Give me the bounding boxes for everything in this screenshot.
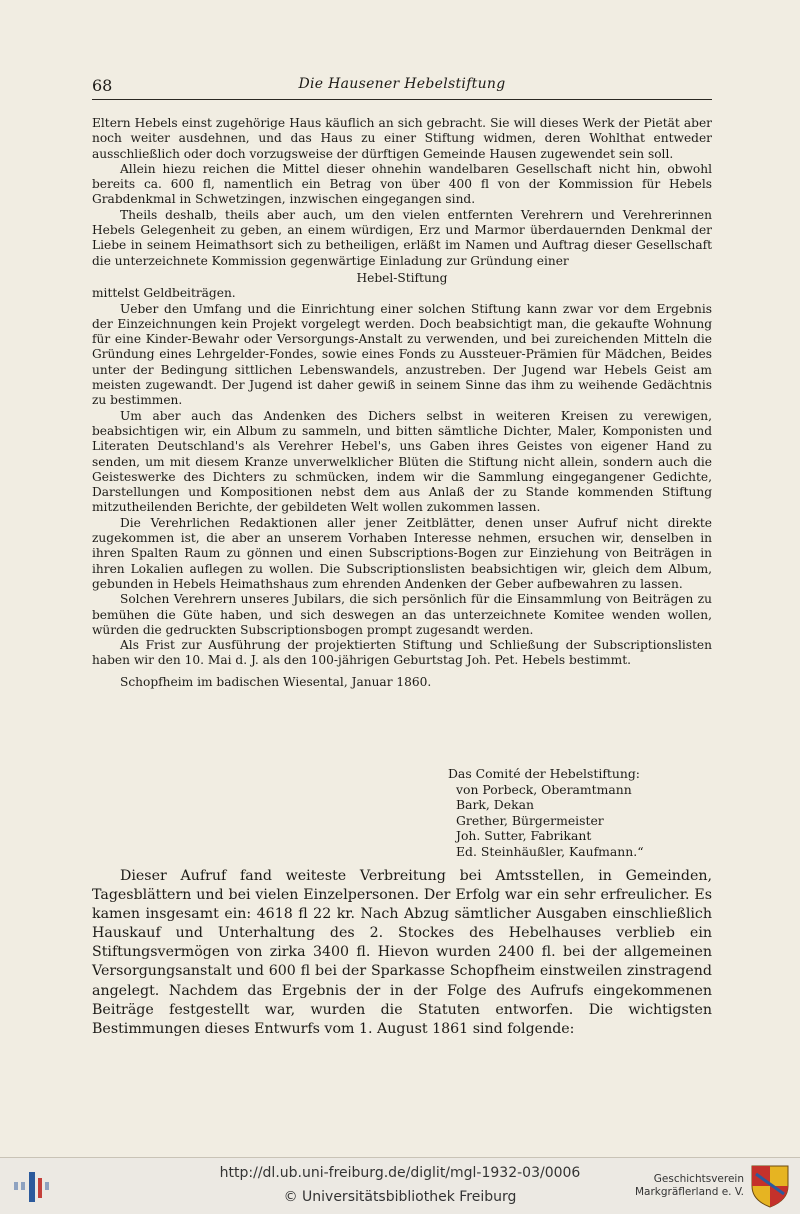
society-name	[620, 1173, 744, 1199]
coat-of-arms-icon[interactable]	[750, 1164, 790, 1208]
permalink[interactable]: http://dl.ub.uni-freiburg.de/diglit/mgl-1932-03/0006	[219, 1165, 581, 1181]
copyright-notice: © Universitätsbibliothek Freiburg	[283, 1189, 517, 1205]
library-logo-icon[interactable]	[12, 1166, 52, 1206]
place-date: Schopfheim im badischen Wiesental, Januar 1860.	[120, 674, 432, 689]
society-name-line: Geschichtsverein	[653, 1173, 744, 1185]
signatory: Joh. Sutter, Fabrikant	[456, 828, 592, 843]
paragraph: Als Frist zur Ausführung der projektierten Stiftung und Schließung der Subscriptionslisten haben wir den 10. Mai d. J. als den 100-jährigen Geburtstag Joh. Pet. Hebels bestimmt.	[92, 638, 712, 668]
signatory: von Porbeck, Oberamtmann	[456, 781, 632, 797]
header-rule	[92, 99, 712, 100]
paragraph: Theils deshalb, theils aber auch, um den vielen entfernten Verehrern und Verehrerinnen Hebels Gelegenheit zu geben, an einem würdigen, Erz und Marmor überdauernden Denkmal der Liebe in seinem Heimathsort sich zu betheiligen, erläßt im Namen und Auftrag dieser Gesellschaft die unterzeichnete Kommission gegenwärtige Einladung zur Gründung einer	[92, 207, 712, 268]
appeal-text	[92, 116, 712, 690]
signatory: Grether, Bürgermeister	[456, 812, 604, 828]
report-text	[92, 867, 712, 1039]
paragraph: Die Verehrlichen Redaktionen aller jener Zeitblätter, denen unser Aufruf nicht direkte zugekommen ist, die aber an unserem Vorhaben Interesse nehmen, ersuchen wir, denselben in ihren Spalten Raum zu gönnen und einen Subscriptions-Bogen zur Einziehung von Beiträgen in ihren Lokalien auflegen zu wollen. Die Subscriptionslisten beabsichtigen wir, gleich dem Album, gebunden in Hebels Heimathshaus zum ehrenden Andenken der Geber aufbewahren zu lassen.	[92, 515, 712, 591]
signature-block	[448, 766, 718, 859]
signatory: Bark, Dekan	[456, 797, 534, 812]
header-title: Die Hausener Hebelstiftung	[298, 76, 506, 92]
paragraph: Eltern Hebels einst zugehörige Haus käuflich an sich gebracht. Sie will dieses Werk der Pietät aber noch weiter ausdehnen, und das Haus zu einer Stiftung widmen, deren Wohlthat entweder ausschließlich oder doch vorzugsweise der dürftigen Gemeinde Hausen zugewendet sein soll.	[92, 116, 712, 161]
paragraph: mittelst Geldbeiträgen.	[92, 286, 236, 301]
centered-heading: Hebel-Stiftung	[356, 270, 448, 285]
running-head	[92, 74, 712, 100]
viewer-footer	[0, 1157, 800, 1214]
society-name-line: Markgräflerland e. V.	[634, 1186, 744, 1198]
page-number: 68	[92, 76, 113, 95]
signatory: Ed. Steinhäußler, Kaufmann.“	[456, 843, 644, 859]
paragraph: Solchen Verehrern unseres Jubilars, die sich persönlich für die Einsammlung von Beiträgen zu bemühen die Güte haben, und sich deswegen an das unterzeichnete Komitee wenden wollen, würden die gedruckten Subscriptionsbogen prompt zugesandt werden.	[92, 592, 712, 637]
paragraph: Ueber den Umfang und die Einrichtung einer solchen Stiftung kann zwar vor dem Ergebnis der Einzeichnungen kein Projekt vorgelegt werden. Doch beabsichtigt man, die gekaufte Wohnung für eine Kinder-Bewahr oder Versorgungs-Anstalt zu verwenden, und bei zureichenden Mitteln die Gründung eines Lehrgelder-Fondes, sowie eines Fonds zu Aussteuer-Prämien für Mädchen, Beides unter der Bedingung sittlichen Lebenswandels, anzustreben. Der Jugend war Hebels Geist am meisten zugewandt. Der Jugend ist daher gewiß in seinem Sinne das ihm zu weihende Gedächtnis zu bestimmen.	[92, 301, 712, 408]
paragraph: Um aber auch das Andenken des Dichers selbst in weiteren Kreisen zu verewigen, beabsichtigen wir, ein Album zu sammeln, und bitten sämtliche Dichter, Maler, Komponisten und Literaten Deutschland's als Verehrer Hebel's, uns Gaben ihres Geistes von eigener Hand zu senden, um mit diesem Kranze unverwelklicher Blüten die Stiftung nicht allein, sondern auch die Geisteswerke des Dichters zu schmücken, indem wir die Sammlung eingegangener Gedichte, Darstellungen und Kompositionen nebst dem aus Anlaß der zu Stande kommenden Stiftung mitzutheilenden Berichte, der gebildeten Welt wollen zukommen lassen.	[92, 408, 712, 515]
paragraph: Allein hiezu reichen die Mittel dieser ohnehin wandelbaren Gesellschaft nicht hin, obwohl bereits ca. 600 fl, namentlich ein Betrag von über 400 fl von der Kommission für Hebels Grabdenkmal in Schwetzingen, inzwischen eingegangen sind.	[92, 161, 712, 207]
paragraph: Dieser Aufruf fand weiteste Verbreitung bei Amtsstellen, in Gemeinden, Tagesblättern und bei vielen Einzelpersonen. Der Erfolg war ein sehr erfreulicher. Es kamen insgesamt ein: 4618 fl 22 kr. Nach Abzug sämtlicher Ausgaben einschließlich Hauskauf und Unterhaltung des 2. Stockes des Hebelhauses verblieb ein Stiftungsvermögen von zirka 3400 fl. Hievon wurden 2400 fl. bei der allgemeinen Versorgungsanstalt und 600 fl bei der Sparkasse Schopfheim einstweilen zinstragend angelegt. Nachdem das Ergebnis der in der Folge des Aufrufs eingekommenen Beiträge festgestellt war, wurden die Statuten entworfen. Die wichtigsten Bestimmungen dieses Entwurfs vom 1. August 1861 sind folgende:	[92, 868, 712, 1037]
committee-line: Das Comité der Hebelstiftung:	[448, 766, 640, 781]
